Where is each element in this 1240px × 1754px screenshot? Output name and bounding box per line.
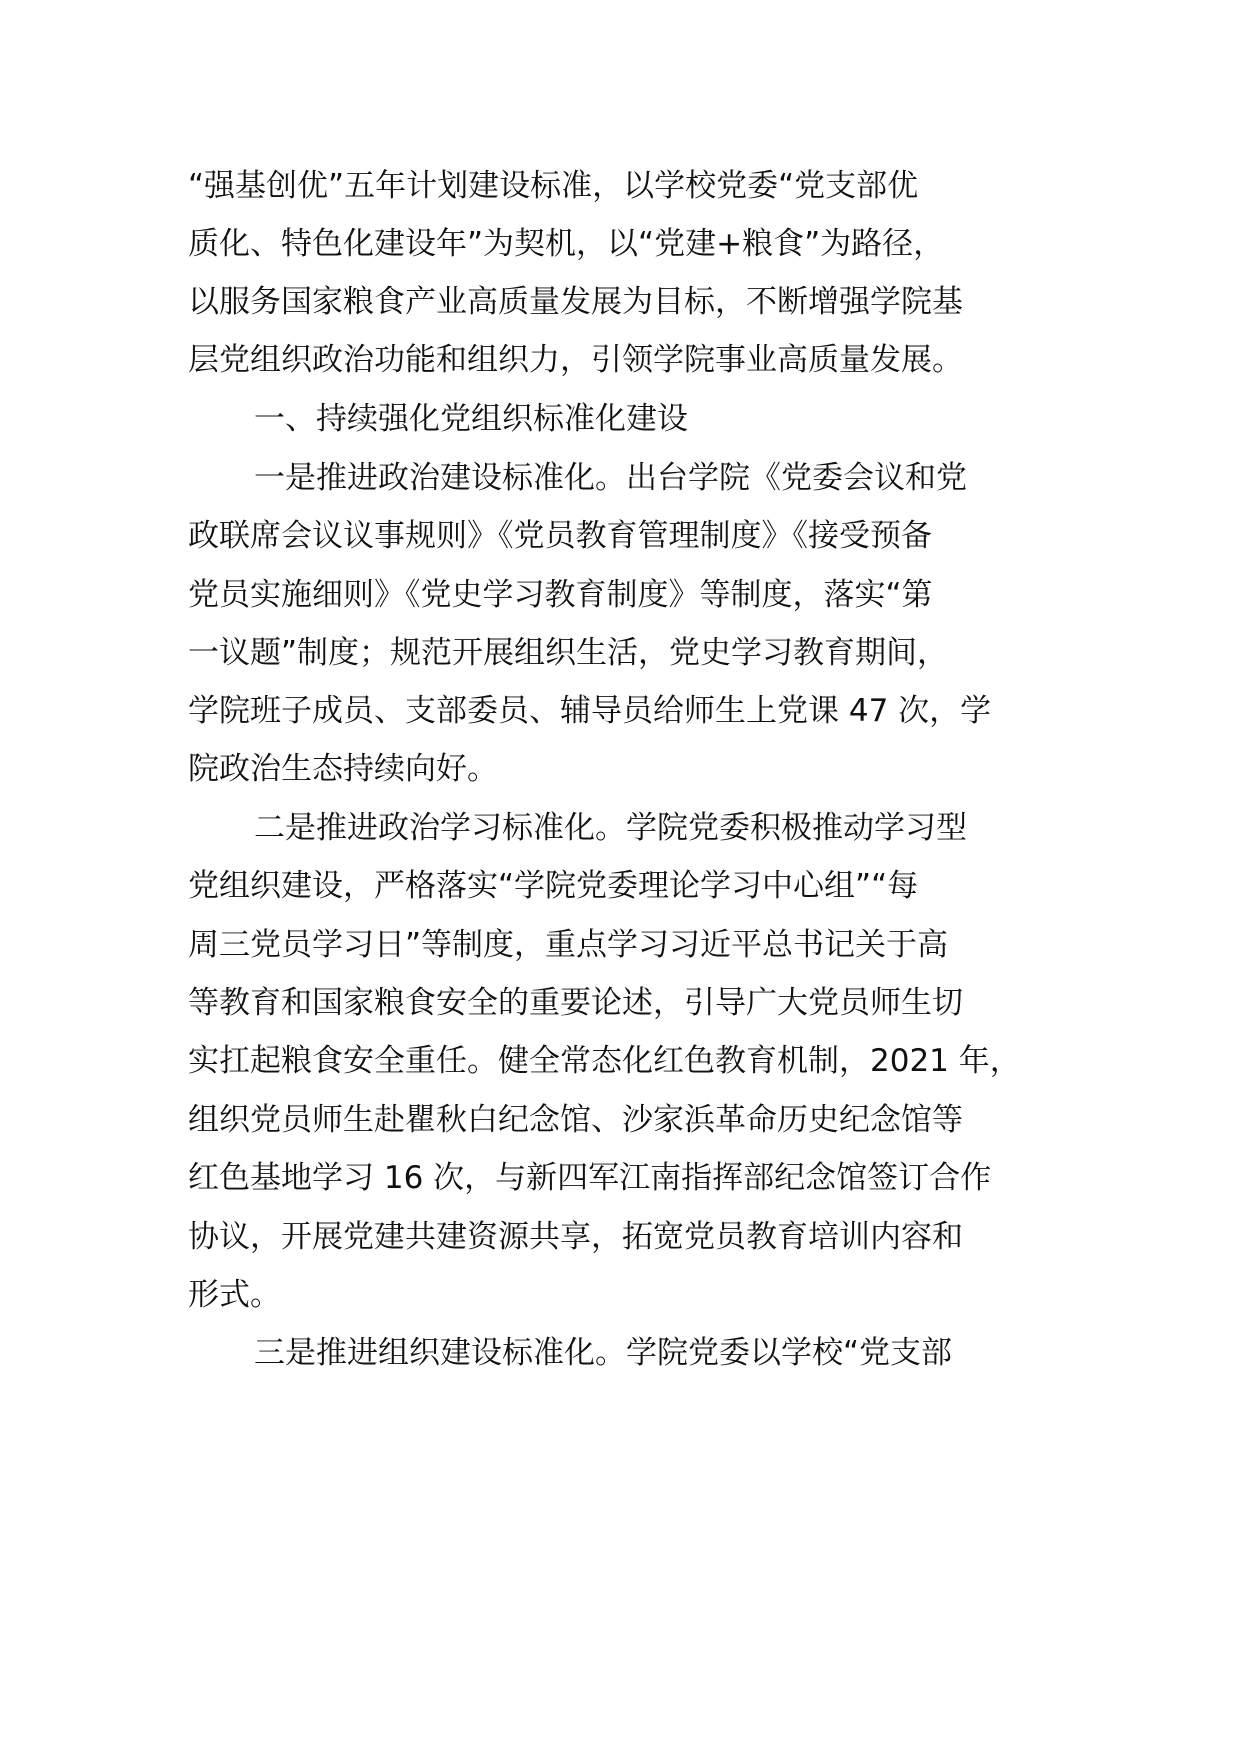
paragraph-line: 周三党员学习日”等制度，重点学习习近平总书记关于高 — [188, 927, 949, 963]
paragraph-line: 党员实施细则》《党史学习教育制度》等制度，落实“第 — [188, 577, 933, 613]
paragraph-line: 院政治生态持续向好。 — [188, 751, 498, 787]
paragraph-line: 实扛起粮食安全重任。健全常态化红色教育机制，2021 年， — [188, 1043, 1021, 1079]
paragraph-line: 学院班子成员、支部委员、辅导员给师生上党课 47 次，学 — [188, 693, 992, 729]
paragraph-line: “强基创优”五年计划建设标准，以学校党委“党支部优 — [188, 168, 919, 204]
paragraph-line: 质化、特色化建设年”为契机，以“党建+粮食”为路径， — [188, 226, 945, 262]
paragraph-line: 一议题”制度；规范开展组织生活，党史学习教育期间， — [188, 635, 949, 671]
paragraph-line: 二是推进政治学习标准化。学院党委积极推动学习型 — [254, 810, 967, 846]
paragraph-line: 政联席会议议事规则》《党员教育管理制度》《接受预备 — [188, 518, 932, 554]
paragraph-line: 红色基地学习 16 次，与新四军江南指挥部纪念馆签订合作 — [188, 1160, 992, 1196]
paragraph-line: 以服务国家粮食产业高质量发展为目标，不断增强学院基 — [188, 284, 963, 320]
paragraph-line: 层党组织政治功能和组织力，引领学院事业高质量发展。 — [188, 342, 963, 378]
paragraph-line: 组织党员师生赴瞿秋白纪念馆、沙家浜革命历史纪念馆等 — [188, 1102, 963, 1138]
paragraph-line: 等教育和国家粮食安全的重要论述，引导广大党员师生切 — [188, 985, 963, 1021]
paragraph-line: 形式。 — [188, 1277, 281, 1313]
paragraph-line: 协议，开展党建共建资源共享，拓宽党员教育培训内容和 — [188, 1219, 963, 1255]
paragraph-line: 三是推进组织建设标准化。学院党委以学校“党支部 — [254, 1335, 953, 1371]
paragraph-line: 党组织建设，严格落实“学院党委理论学习中心组”“每 — [188, 868, 919, 904]
paragraph-line: 一是推进政治建设标准化。出台学院《党委会议和党 — [254, 460, 967, 496]
section-heading: 一、持续强化党组织标准化建设 — [254, 401, 688, 437]
